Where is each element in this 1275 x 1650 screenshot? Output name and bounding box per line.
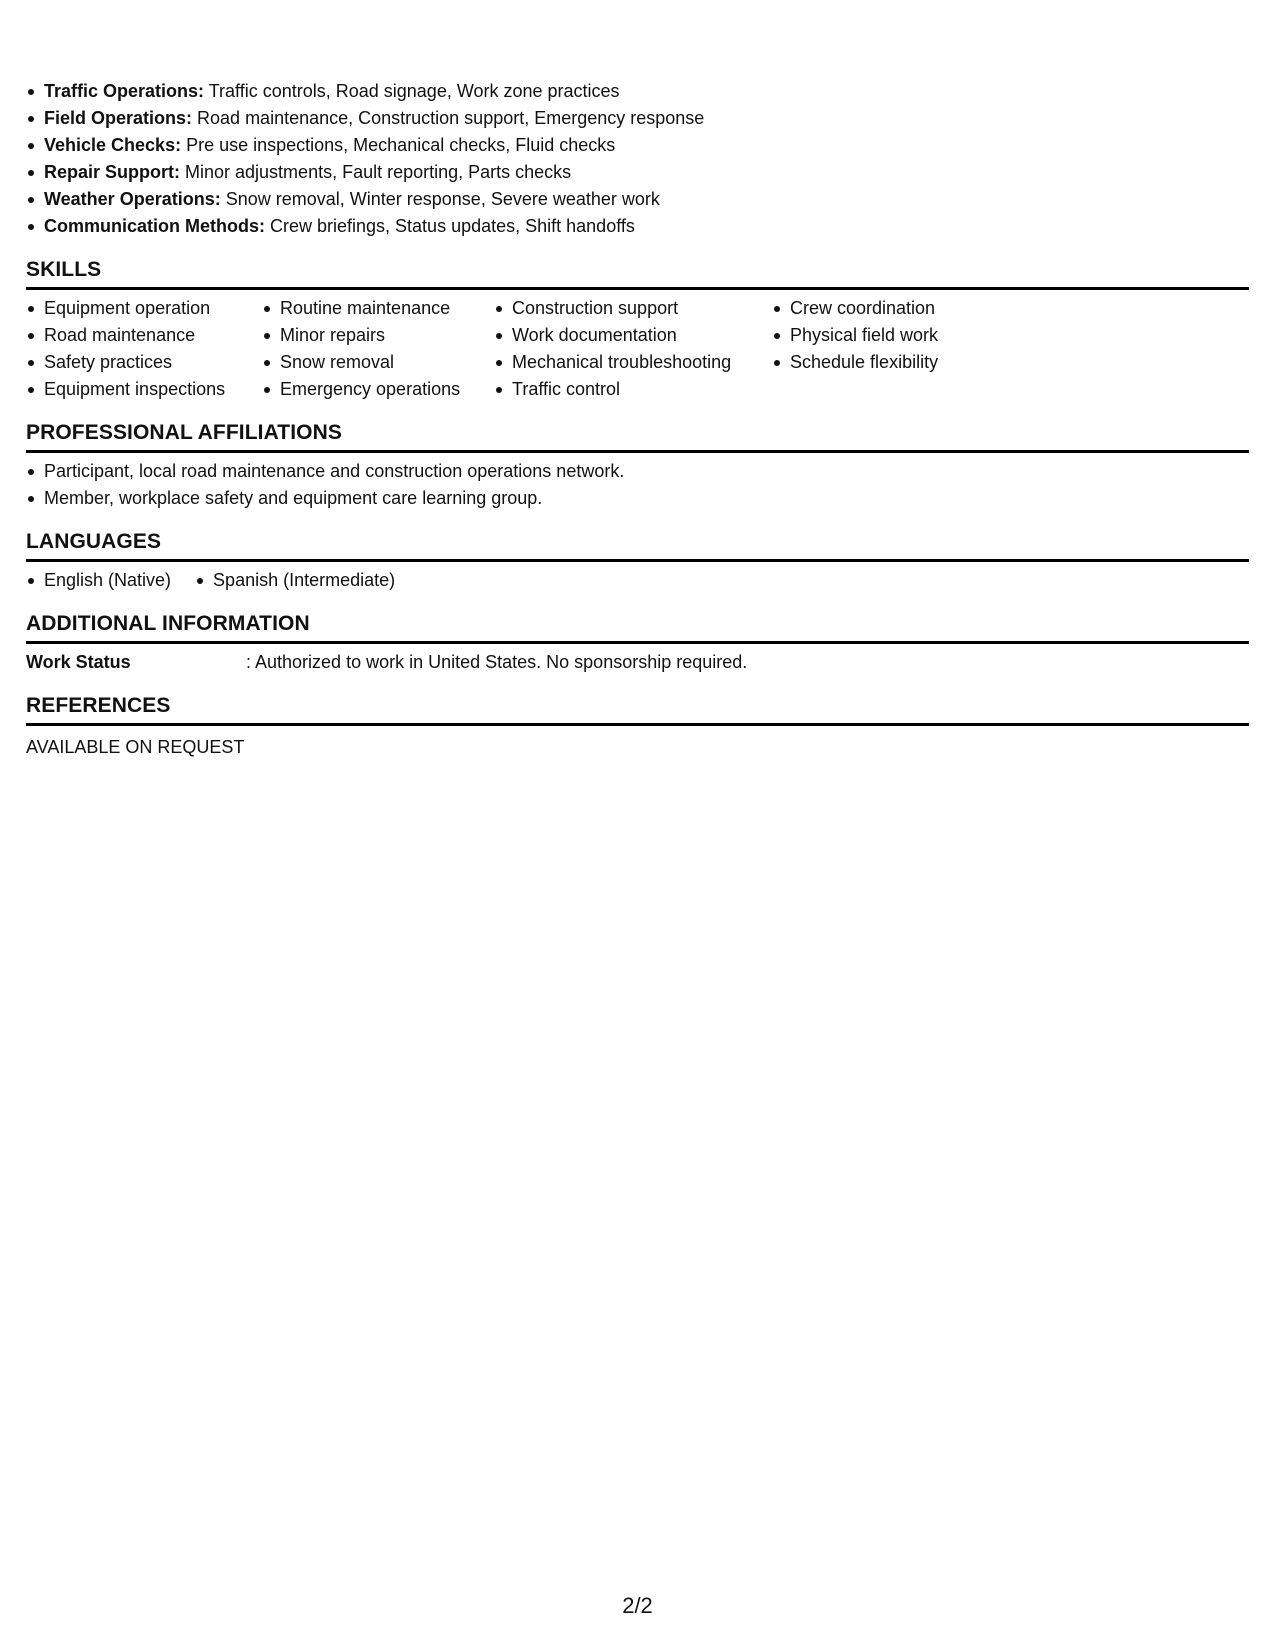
item-label: Vehicle Checks: <box>44 135 182 155</box>
item-text: Crew briefings, Status updates, Shift handoffs <box>265 216 635 236</box>
work-status-value: : Authorized to work in United States. No sponsorship required. <box>246 652 748 672</box>
skills-column-3 <box>494 295 772 403</box>
skill-item: Road maintenance <box>26 322 262 349</box>
skills-column-2 <box>262 295 494 403</box>
skill-item: Mechanical troubleshooting <box>494 349 772 376</box>
item-label: Repair Support: <box>44 162 181 182</box>
skill-item: Construction support <box>494 295 772 322</box>
item-label: Traffic Operations: <box>44 81 205 101</box>
expertise-list <box>26 78 1249 240</box>
affiliation-item: Participant, local road maintenance and construction operations network. <box>26 458 1249 485</box>
work-status-label: Work Status <box>26 652 131 672</box>
skill-item: Crew coordination <box>772 295 1022 322</box>
item-text: Pre use inspections, Mechanical checks, Fluid checks <box>181 135 616 155</box>
skill-item: Physical field work <box>772 322 1022 349</box>
skill-item: Schedule flexibility <box>772 349 1022 376</box>
references-text: AVAILABLE ON REQUEST <box>26 737 245 757</box>
skills-heading: SKILLS <box>26 257 1249 290</box>
list-item <box>26 78 1249 105</box>
resume-page <box>26 78 1249 761</box>
page-number: 2/2 <box>622 1593 653 1618</box>
skills-column-1 <box>26 295 262 403</box>
skill-item: Snow removal <box>262 349 494 376</box>
item-label: Communication Methods: <box>44 216 265 236</box>
references-heading: REFERENCES <box>26 693 1249 726</box>
language-item: Spanish (Intermediate) <box>195 567 395 594</box>
item-text: Traffic controls, Road signage, Work zone practices <box>204 81 620 101</box>
item-text: Road maintenance, Construction support, Emergency response <box>192 108 705 128</box>
work-status-row <box>26 649 1249 676</box>
item-text: Minor adjustments, Fault reporting, Parts checks <box>180 162 572 182</box>
affiliations-heading: PROFESSIONAL AFFILIATIONS <box>26 420 1249 453</box>
affiliations-list <box>26 458 1249 512</box>
skill-item: Work documentation <box>494 322 772 349</box>
skill-item: Routine maintenance <box>262 295 494 322</box>
skill-item: Equipment inspections <box>26 376 262 403</box>
skill-item: Minor repairs <box>262 322 494 349</box>
list-item <box>26 186 1249 213</box>
item-label: Field Operations: <box>44 108 193 128</box>
languages-heading: LANGUAGES <box>26 529 1249 562</box>
language-item: English (Native) <box>26 567 171 594</box>
skill-item: Equipment operation <box>26 295 262 322</box>
list-item <box>26 105 1249 132</box>
item-label: Weather Operations: <box>44 189 221 209</box>
list-item <box>26 159 1249 186</box>
additional-info-heading: ADDITIONAL INFORMATION <box>26 611 1249 644</box>
skill-item: Safety practices <box>26 349 262 376</box>
skills-grid <box>26 295 1249 403</box>
list-item <box>26 213 1249 240</box>
skills-column-4 <box>772 295 1022 403</box>
list-item <box>26 132 1249 159</box>
languages-list <box>26 567 1249 594</box>
skill-item: Traffic control <box>494 376 772 403</box>
skill-item: Emergency operations <box>262 376 494 403</box>
affiliation-item: Member, workplace safety and equipment care learning group. <box>26 485 1249 512</box>
item-text: Snow removal, Winter response, Severe weather work <box>220 189 660 209</box>
